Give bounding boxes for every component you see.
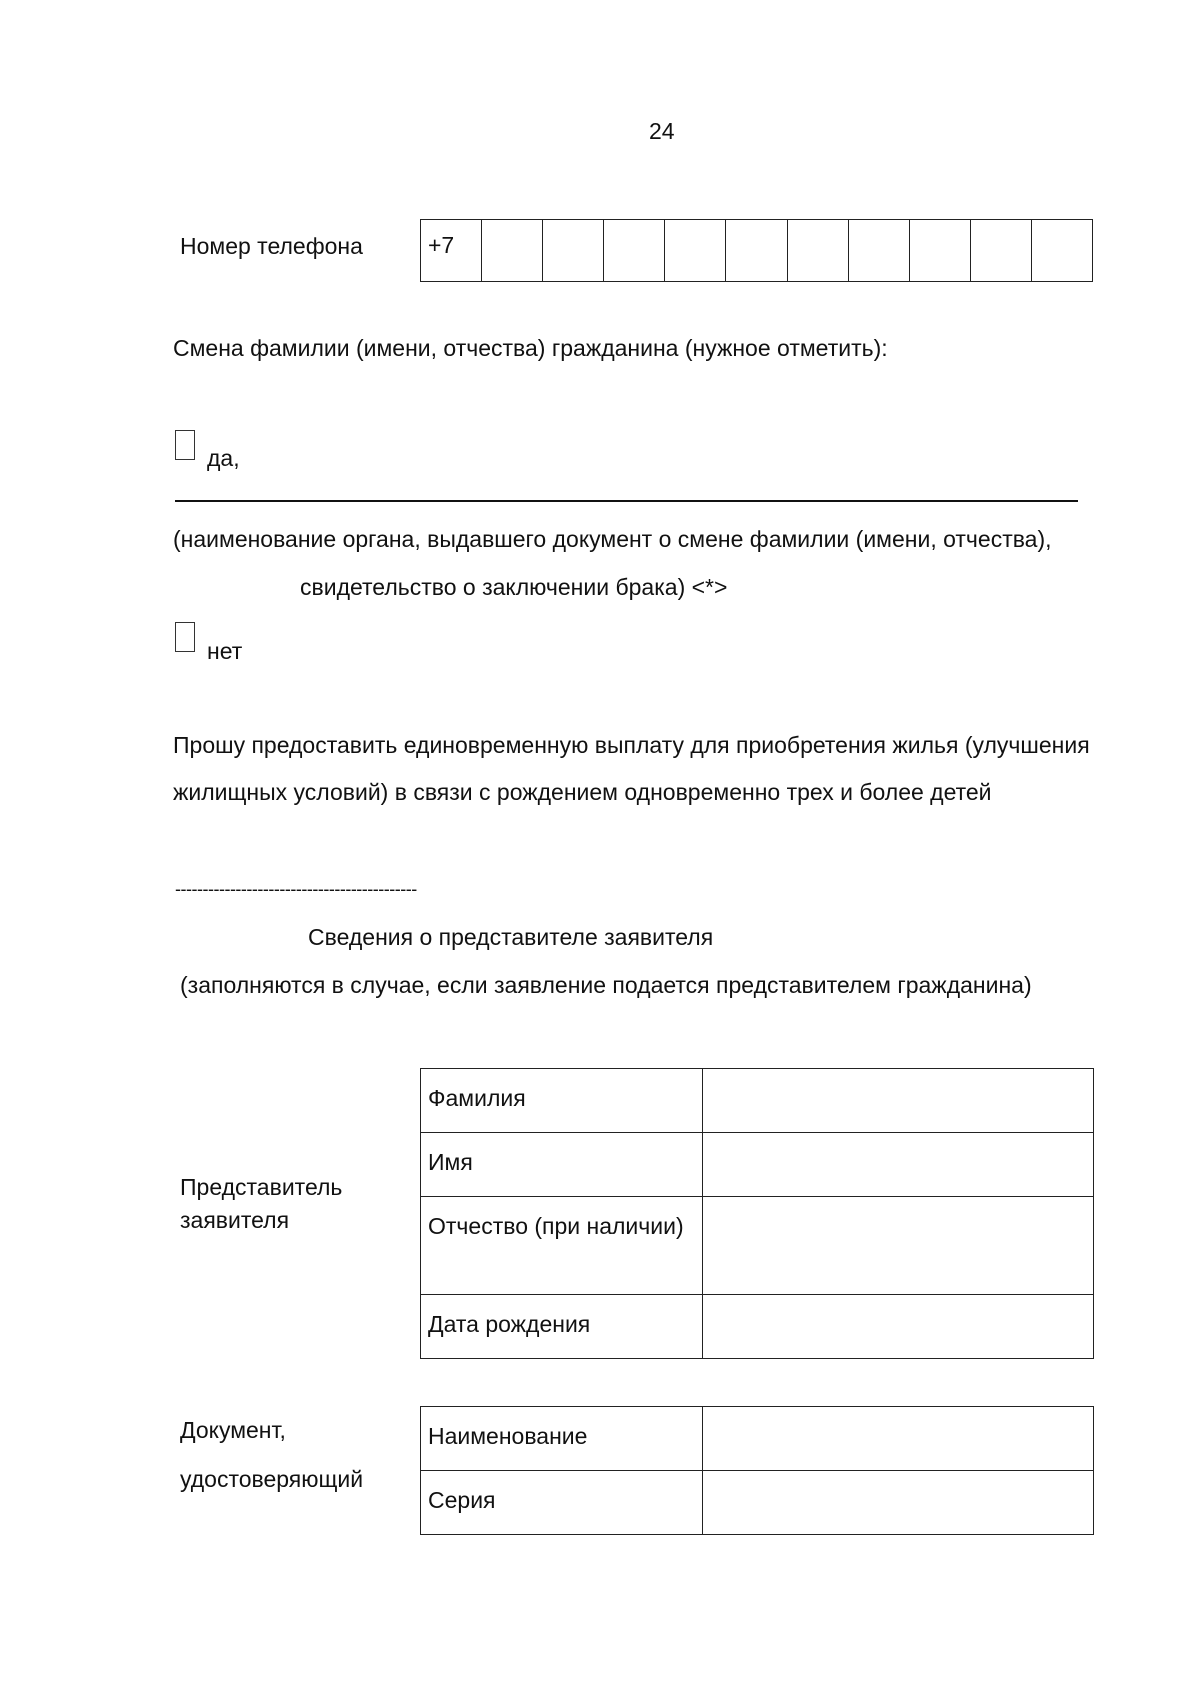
table-row [421,1069,1094,1133]
phone-digit-cell[interactable] [665,220,726,281]
request-text-line1: Прошу предоставить единовременную выплату для приобретения жилья (улучшения [173,732,1090,758]
representative-section-subtitle: (заполняются в случае, если заявление подается представителем гражданина) [180,972,1032,998]
phone-cell-prefix [421,220,482,281]
footnote-separator: -------------------------------------------- [175,879,417,899]
phone-digit-cell[interactable] [604,220,665,281]
table-row [421,1295,1094,1359]
yes-label: да, [207,445,240,471]
document-name-label: Наименование [421,1407,703,1471]
document-group-label-line2: удостоверяющий [180,1466,364,1492]
authority-hint-line1: (наименование органа, выдавшего документ о смене фамилии (имени, отчества), [173,526,1052,552]
first-name-label: Имя [421,1133,703,1197]
birth-date-label: Дата рождения [421,1295,703,1359]
phone-prefix: +7 [428,232,455,258]
no-label: нет [207,638,243,664]
phone-label: Номер телефона [180,233,363,259]
surname-label: Фамилия [421,1069,703,1133]
birth-date-field[interactable] [703,1295,1094,1359]
first-name-field[interactable] [703,1133,1094,1197]
page-number: 24 [649,118,675,144]
no-checkbox[interactable] [175,622,195,652]
representative-group-label-line1: Представитель [180,1174,343,1200]
phone-digit-cell[interactable] [849,220,910,281]
phone-digit-cell[interactable] [788,220,849,281]
table-row [421,1133,1094,1197]
surname-field[interactable] [703,1069,1094,1133]
phone-digit-cell[interactable] [482,220,543,281]
representative-table [420,1068,1094,1359]
phone-digit-cell[interactable] [1032,220,1092,281]
yes-checkbox[interactable] [175,430,195,460]
table-row [421,1407,1094,1471]
document-table [420,1406,1094,1535]
phone-digit-cell[interactable] [910,220,971,281]
patronymic-field[interactable] [703,1197,1094,1295]
name-change-question: Смена фамилии (имени, отчества) гражданина (нужное отметить): [173,335,888,361]
phone-digit-cell[interactable] [971,220,1032,281]
document-series-field[interactable] [703,1471,1094,1535]
representative-section-title: Сведения о представителе заявителя [308,924,714,950]
patronymic-label: Отчество (при наличии) [421,1197,703,1295]
representative-group-label-line2: заявителя [180,1207,290,1233]
document-group-label-line1: Документ, [180,1417,286,1443]
authority-hint-line2: свидетельство о заключении брака) <*> [300,574,728,600]
document-series-label: Серия [421,1471,703,1535]
phone-digit-cell[interactable] [726,220,787,281]
phone-input-grid[interactable] [420,219,1093,282]
phone-digit-cell[interactable] [543,220,604,281]
table-row [421,1471,1094,1535]
request-text-line2: жилищных условий) в связи с рождением одновременно трех и более детей [173,779,992,805]
table-row [421,1197,1094,1295]
document-name-field[interactable] [703,1407,1094,1471]
authority-input-line[interactable] [175,500,1078,502]
